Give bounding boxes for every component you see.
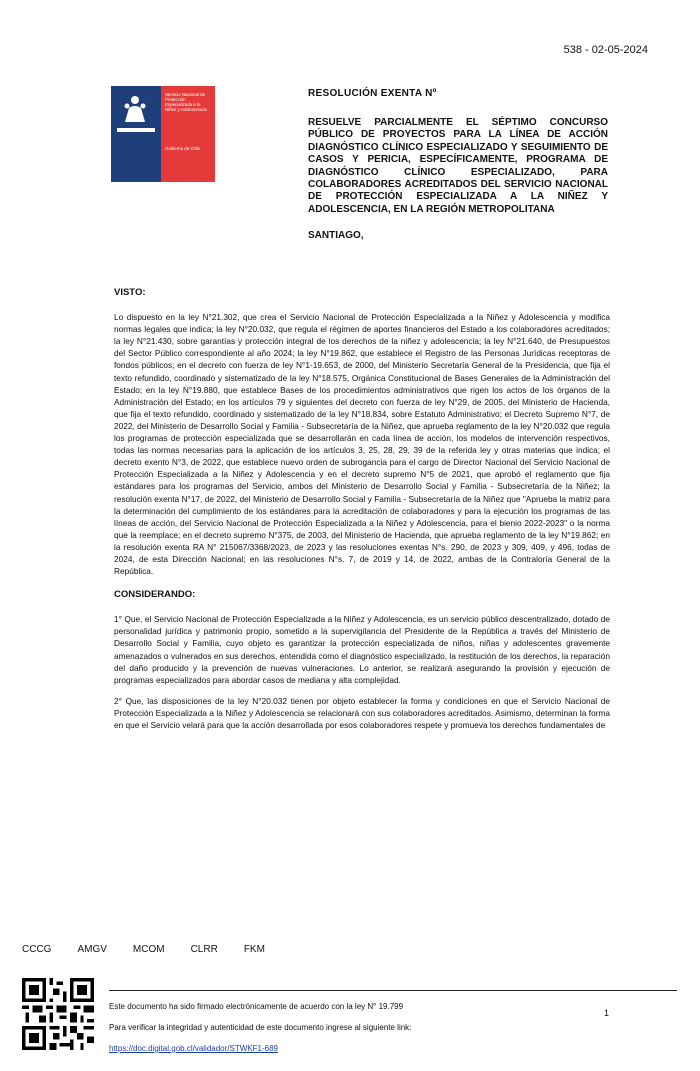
- initials-item: MCOM: [132, 944, 165, 955]
- considerando-heading: CONSIDERANDO:: [114, 589, 196, 601]
- initials-item: CLRR: [190, 944, 218, 955]
- verification-link[interactable]: https://doc.digital.gob.cl/validador/STWKF1-689: [109, 1044, 278, 1053]
- signature-footer: [109, 996, 579, 1059]
- considerando-paragraph-2: 2° Que, las disposiciones de la ley N°20.032 tienen por objeto establecer la forma y condiciones en que el Servicio Nacional de Protección Especializada a la Niñez y Adolescencia se relacionará con sus colaboradores acreditados. Asimismo, determinan la forma en que el Servicio velará para que la acción desarrollada por esos colaboradores respete y promueva los derechos fundamentales de: [114, 695, 610, 730]
- initials-item: CCCG: [22, 944, 52, 955]
- document-body: [114, 287, 610, 740]
- initials-row: [22, 944, 291, 955]
- crest-icon: [121, 94, 149, 124]
- visto-text: Lo dispuesto en la ley N°21.302, que crea el Servicio Nacional de Protección Especializada a la Niñez y Adolescencia y modifica normas legales que indica; la ley N°20.032, que regula el régimen de aportes financieros del Estado a los colaboradores acreditados; la ley N°21.430, sobre garantías y protección integral de los derechos de la niñez y adolescencia; la ley N°21.640, de Presupuestos del Sector Público correspondiente al año 2024; la ley N°19.862, que establece el Registro de las Personas Jurídicas receptoras de fondos públicos; en el decreto con fuerza de ley N°1-19.653, de 2000, del Ministerio Secretaría General de la Presidencia, que fija el texto refundido, coordinado y sistematizado de la ley N°18.575, Orgánica Constitucional de Bases Generales de la Administración del Estado; en la ley N°19.880, que establece Bases de los procedimientos administrativos que rigen los actos de los órganos de la Administración del Estado; en los artículos 79 y siguientes del decreto con fuerza de ley N°29, de 2005, del Ministerio de Hacienda, que fija el texto refundido, coordinado y sistematizado de la ley N°18.834, sobre Estatuto Administrativo; el Decreto Supremo N°7, de 2022, del Ministerio de Desarrollo Social y Familia - Subsecretaría de la Niñez, que aprueba reglamento de la ley N°20.032 que regula los programas de protección especializada que se desarrollarán en cada línea de acción, los modelos de intervención respectivos, todas las normas necesarias para la aplicación de los artículos 3, 25, 28, 29, 39 de la referida ley y otras materias que indica; el decreto exento N°3, de 2022, que establece nuevo orden de subrogancia para el cargo de Director Nacional del Servicio Nacional de Protección Especializada a la Niñez y Adolescencia y en el decreto supremo N°5 de 2021, que aprobó el reglamento que fija estándares para los programas del Servicio, ambos del Ministerio de Desarrollo Social y Familia - Subsecretaría de la Niñez; la resolución exenta N°17, de 2022, del Ministerio de Desarrollo Social y Familia - Subsecretaría de la Niñez que "Aprueba la matriz para la determinación del cumplimiento de los estándares para la acreditación de colaboradores y para la ejecución los programas de las líneas de acción, del Servicio Nacional de Protección Especializada a la Niñez y Adolescencia, para el bienio 2022-2023" o la norma que la reemplace; en el decreto supremo N°375, de 2003, del Ministerio de Hacienda, que aprueba reglamento de la ley N°19.862; en la resolución exenta RA N° 215067/3368/2023, de 2023 y las resoluciones exentas N°s. 290, de 2023 y 309, 409, y 496, todas de 2024, de esta Dirección Nacional; en las resoluciones N°s. 7, de 2019 y 14, de 2022, ambas de la Contraloría General de la República.: [114, 312, 610, 577]
- resolution-title: RESOLUCIÓN EXENTA Nº: [308, 88, 437, 99]
- initials-item: FKM: [243, 944, 265, 955]
- footer-divider: [109, 990, 677, 991]
- considerando-paragraph-1: 1° Que, el Servicio Nacional de Protección Especializada a la Niñez y Adolescencia, es un servicio público descentralizado, dotado de personalidad jurídica y patrimonio propio, sometido a la supervigilancia del Presidente de la República a través del Ministerio de Desarrollo Social y Familia, cuyo objeto es garantizar la protección especializada de niños, niñas y adolescentes gravemente amenazados o vulnerados en sus derechos, entendida como el diagnóstico especializado, la restitución de los derechos, la reparación del daño producido y la prevención de nuevas vulneraciones. Lo anterior, se realizará asegurando la provisión y ejecución de programas especializados para abordar casos de mediana y alta complejidad.: [114, 614, 610, 685]
- document-number: 538 - 02-05-2024: [563, 44, 648, 56]
- visto-heading: VISTO:: [114, 287, 146, 298]
- logo-sub-name: Gobierno de Chile: [165, 146, 201, 151]
- qr-code-icon: [22, 978, 94, 1050]
- footer-signature-note: Este documento ha sido firmado electrónicamente de acuerdo con la ley N° 19.799: [109, 1002, 404, 1011]
- logo-org-name: Servicio Nacional de Protección Especializada a la Niñez y Adolescencia: [165, 92, 207, 112]
- resolution-description: RESUELVE PARCIALMENTE EL SÉPTIMO CONCURSO PÚBLICO DE PROYECTOS PARA LA LÍNEA DE ACCIÓN DIAGNÓSTICO CLÍNICO ESPECIALIZADO Y SEGUIMIENTO DE CASOS Y PERICIA, ESPECÍFICAMENTE, PROGRAMA DE DIAGNÓSTICO CLÍNICO ESPECIALIZADO, PARA COLABORADORES ACREDITADOS DEL SERVICIO NACIONAL DE PROTECCIÓN ESPECIALIZADA A LA NIÑEZ Y ADOLESCENCIA, EN LA REGIÓN METROPOLITANA: [308, 117, 608, 215]
- footer-verify-note: Para verificar la integridad y autenticidad de este documento ingrese al siguiente link:: [109, 1023, 412, 1032]
- initials-item: AMGV: [77, 944, 107, 955]
- page-number: 1: [604, 1008, 610, 1018]
- resolution-header: [308, 88, 608, 241]
- resolution-place: SANTIAGO,: [308, 230, 364, 242]
- institution-logo: [111, 86, 215, 182]
